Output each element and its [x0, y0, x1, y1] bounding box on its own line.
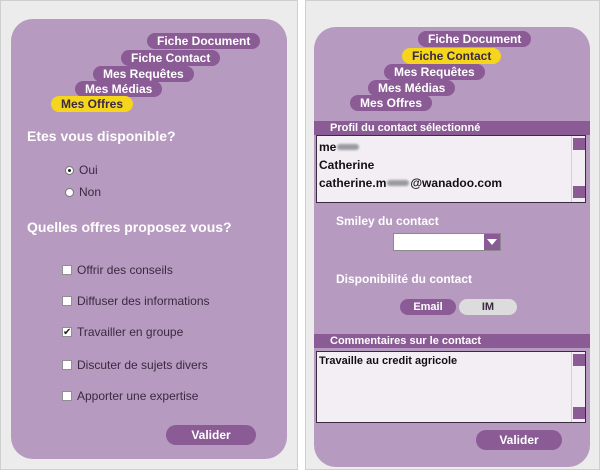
checkbox-discuter-sujets[interactable] [62, 358, 208, 372]
radio-label: Oui [79, 163, 98, 177]
checkbox-travailler-groupe[interactable] [62, 325, 183, 339]
comment-text: Travaille au credit agricole [319, 355, 458, 367]
scroll-up-button[interactable] [573, 138, 585, 150]
tab-mes-offres[interactable]: Mes Offres [51, 96, 133, 112]
tab-mes-medias[interactable]: Mes Médias [368, 80, 455, 96]
tab-fiche-contact[interactable]: Fiche Contact [402, 48, 501, 64]
profile-line-1: me [319, 140, 360, 154]
offers-question: Quelles offres proposez vous? [27, 219, 232, 235]
comments-header: Commentaires sur le contact [314, 334, 590, 348]
contact-panel [314, 27, 590, 467]
checkbox-label: Diffuser des informations [77, 294, 210, 308]
radio-oui[interactable] [65, 163, 98, 177]
im-option[interactable]: IM [459, 299, 517, 315]
profile-email: catherine.m @wanadoo.com [319, 176, 503, 190]
left-screen [0, 0, 298, 470]
redacted-text [337, 144, 359, 150]
checkbox-label: Offrir des conseils [77, 263, 173, 277]
radio-label: Non [79, 185, 102, 199]
checkbox[interactable] [62, 391, 72, 401]
checkbox-label: Travailler en groupe [77, 325, 184, 339]
scroll-down-button[interactable] [573, 407, 585, 419]
smiley-label: Smiley du contact [336, 214, 439, 228]
chevron-down-icon[interactable] [484, 234, 500, 250]
smiley-select[interactable] [393, 233, 501, 251]
email-option[interactable]: Email [400, 299, 456, 315]
checkbox-checked[interactable]: ✔ [63, 327, 72, 338]
checkbox-label: Apporter une expertise [77, 389, 199, 403]
scroll-up-button[interactable] [573, 354, 585, 366]
tab-mes-requetes[interactable]: Mes Requêtes [93, 66, 194, 82]
checkbox[interactable] [62, 265, 72, 275]
checkbox-offrir-conseils[interactable] [62, 263, 173, 277]
tab-mes-requetes[interactable]: Mes Requêtes [384, 64, 485, 80]
tab-fiche-document[interactable]: Fiche Document [147, 33, 260, 49]
checkbox[interactable] [62, 360, 72, 370]
comments-scrollbar[interactable] [571, 352, 585, 422]
radio-non[interactable] [65, 185, 101, 199]
right-screen [305, 0, 600, 470]
profile-scrollbar[interactable] [571, 136, 585, 202]
checkbox-label: Discuter de sujets divers [77, 358, 208, 372]
tab-fiche-document[interactable]: Fiche Document [418, 31, 531, 47]
valider-button[interactable]: Valider [476, 430, 562, 450]
profile-header: Profil du contact sélectionné [314, 121, 590, 135]
tab-fiche-contact[interactable]: Fiche Contact [121, 50, 220, 66]
availability-label: Disponibilité du contact [336, 272, 473, 286]
offers-panel [11, 19, 287, 459]
checkbox[interactable] [62, 296, 72, 306]
tab-mes-offres[interactable]: Mes Offres [350, 95, 432, 111]
radio-button-selected[interactable] [65, 166, 74, 175]
profile-name: Catherine [319, 158, 375, 172]
profile-box [316, 135, 586, 203]
checkbox-diffuser-informations[interactable] [62, 294, 210, 308]
checkbox-apporter-expertise[interactable] [62, 389, 198, 403]
redacted-text [387, 180, 409, 186]
availability-question: Etes vous disponible? [27, 128, 176, 144]
comments-box[interactable] [316, 351, 586, 423]
valider-button[interactable]: Valider [166, 425, 256, 445]
radio-button[interactable] [65, 188, 74, 197]
tab-mes-medias[interactable]: Mes Médias [75, 81, 162, 97]
scroll-down-button[interactable] [573, 186, 585, 198]
